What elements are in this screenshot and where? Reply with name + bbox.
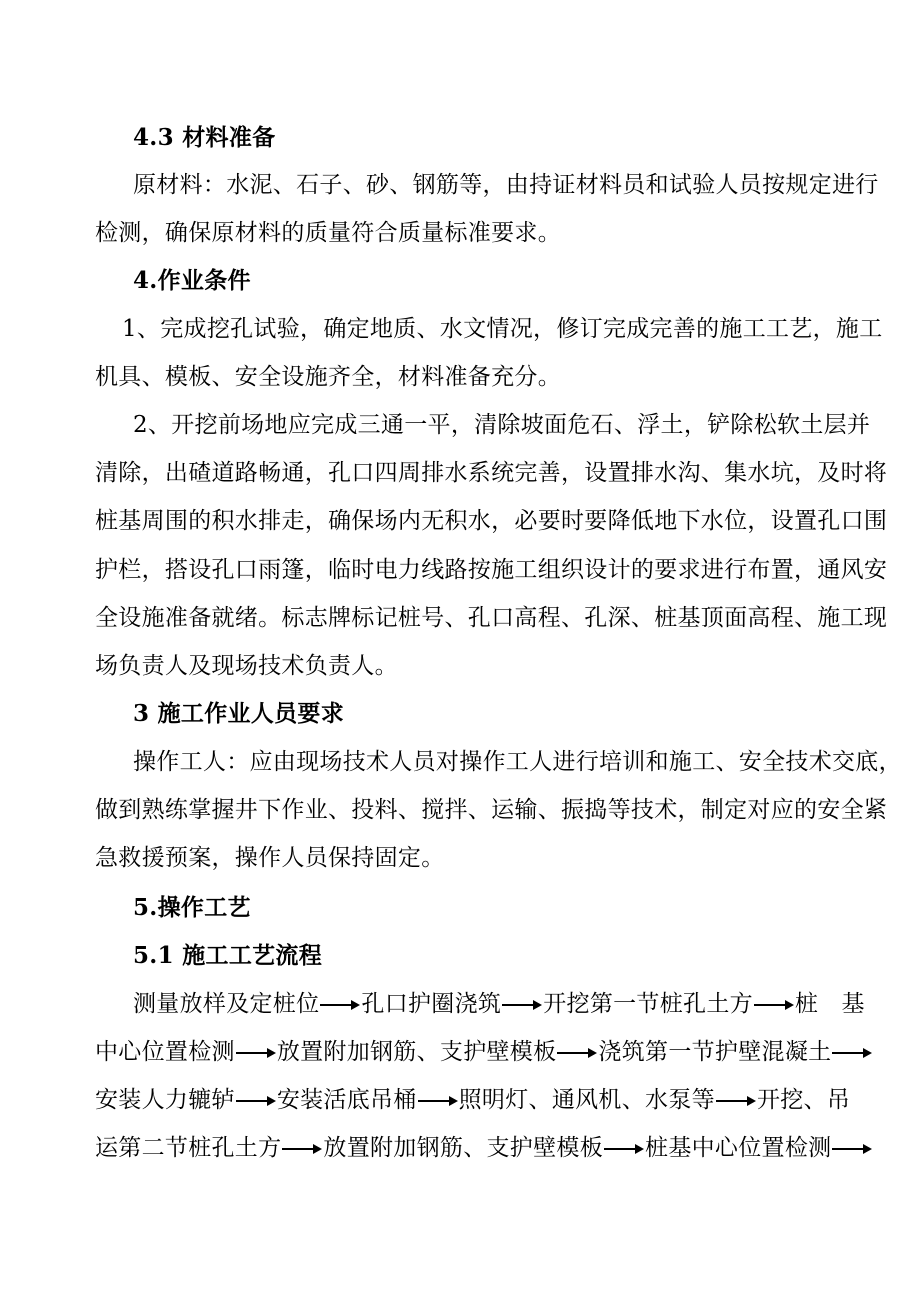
arrow-right-icon [236, 1046, 276, 1060]
arrow-right-icon [320, 998, 360, 1012]
flow-step: 浇筑第一节护壁混凝土 [598, 1039, 832, 1065]
flow-line [95, 1133, 873, 1163]
arrow-right-icon [604, 1142, 644, 1156]
paragraph-line: 机具、模板、安全设施齐全，材料准备充分。 [95, 364, 561, 390]
heading-process: 5.操作工艺 [133, 894, 251, 921]
flow-step: 测量放样及定桩位 [133, 991, 320, 1017]
arrow-right-icon [236, 1094, 276, 1108]
arrow-right-icon [557, 1046, 597, 1060]
flow-line [95, 1085, 850, 1115]
heading-conditions: 4.作业条件 [133, 267, 251, 294]
flow-step: 桩基中心位置检测 [645, 1135, 832, 1161]
flow-step: 中心位置检测 [95, 1039, 235, 1065]
paragraph-line: 桩基周围的积水排走，确保场内无积水，必要时要降低地下水位，设置孔口围 [95, 508, 888, 534]
flow-step: 孔口护圈浇筑 [361, 991, 502, 1017]
heading-personnel: 3 施工作业人员要求 [133, 700, 345, 727]
arrow-right-icon [754, 998, 794, 1012]
flow-step: 照明灯、通风机、水泵等 [458, 1087, 715, 1113]
paragraph-line: 做到熟练掌握井下作业、投料、搅拌、运输、振捣等技术，制定对应的安全紧 [95, 797, 888, 823]
paragraph-line: 1、完成挖孔试验，确定地质、水文情况，修订完成完善的施工工艺，施工 [122, 316, 883, 342]
flow-line [95, 1037, 873, 1067]
paragraph-line: 操作工人：应由现场技术人员对操作工人进行培训和施工、安全技术交底， [133, 749, 902, 775]
paragraph-line: 检测，确保原材料的质量符合质量标准要求。 [95, 220, 561, 246]
flow-step: 安装活底吊桶 [276, 1087, 417, 1113]
flow-step: 放置附加钢筋、支护壁模板 [323, 1135, 604, 1161]
arrow-right-icon [832, 1142, 872, 1156]
paragraph-line: 急救援预案，操作人员保持固定。 [95, 845, 445, 871]
arrow-right-icon [832, 1046, 872, 1060]
flow-step: 放置附加钢筋、支护壁模板 [276, 1039, 557, 1065]
paragraph-line: 清除，出碴道路畅通，孔口四周排水系统完善，设置排水沟、集水坑，及时将 [95, 460, 888, 486]
flow-line [133, 989, 865, 1019]
subheading-process-flow: 5.1 施工工艺流程 [133, 942, 323, 969]
heading-materials: 4.3 材料准备 [133, 124, 276, 151]
flow-step: 开挖第一节桩孔土方 [543, 991, 753, 1017]
paragraph-line: 全设施准备就绪。标志牌标记桩号、孔口高程、孔深、桩基顶面高程、施工现 [95, 605, 888, 631]
paragraph-line: 护栏，搭设孔口雨篷，临时电力线路按施工组织设计的要求进行布置，通风安 [95, 557, 888, 583]
flow-step: 运第二节桩孔土方 [95, 1135, 282, 1161]
flow-step: 安装人力辘轳 [95, 1087, 235, 1113]
arrow-right-icon [716, 1094, 756, 1108]
flow-step: 开挖、吊 [756, 1087, 851, 1113]
paragraph-line: 场负责人及现场技术负责人。 [95, 653, 398, 679]
arrow-right-icon [502, 998, 542, 1012]
flow-step: 桩 基 [794, 991, 865, 1017]
paragraph-line: 原材料：水泥、石子、砂、钢筋等，由持证材料员和试验人员按规定进行 [133, 172, 879, 198]
arrow-right-icon [418, 1094, 458, 1108]
paragraph-line: 2、开挖前场地应完成三通一平，清除坡面危石、浮土，铲除松软土层并 [133, 412, 871, 438]
arrow-right-icon [282, 1142, 322, 1156]
